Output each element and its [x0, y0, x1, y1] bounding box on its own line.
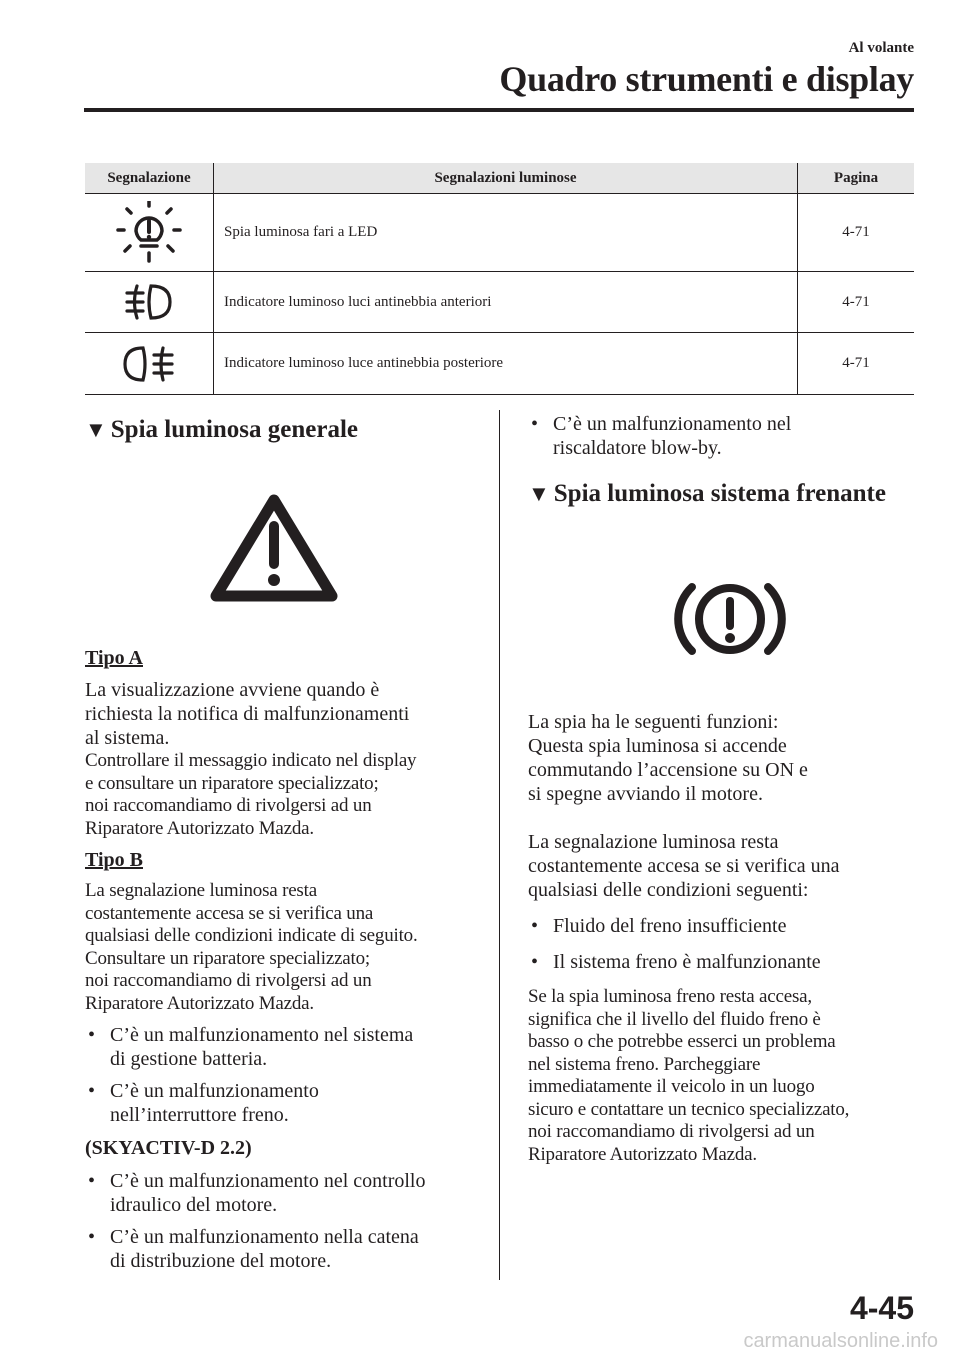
tipo-b-line: La segnalazione luminosa resta [85, 880, 317, 901]
tipo-b-line: costantemente accesa se si verifica una [85, 902, 374, 924]
brake-p1-line: si spegne avviando il motore. [528, 783, 763, 805]
list-item [85, 1225, 480, 1273]
bullet-icon: • [88, 1024, 96, 1046]
tipo-b-line: qualsiasi delle condizioni indicate di seguito. [85, 925, 418, 946]
bullet-icon: • [531, 915, 539, 937]
list-item-line: nell’interruttore freno. [110, 1104, 289, 1126]
table-cell-page: 4-71 [798, 272, 915, 333]
list-item-line: di gestione batteria. [110, 1048, 268, 1070]
brake-p1-line: commutando l’accensione su ON e [528, 759, 808, 781]
brake-p2-line: qualsiasi delle condizioni seguenti: [528, 879, 809, 901]
table-cell-icon [85, 333, 214, 395]
tipo-a-line: e consultare un riparatore specializzato; [85, 772, 379, 794]
list-item [528, 914, 928, 938]
brake-p3-line: nel sistema freno. Parcheggiare [528, 1053, 761, 1075]
col-header-signal: Segnalazione [85, 163, 214, 194]
brake-system-warning-icon [674, 576, 786, 662]
front-fog-light-icon [123, 280, 175, 324]
led-headlight-warning-icon [114, 201, 184, 265]
list-item [85, 1023, 480, 1071]
brake-p2-line: La segnalazione luminosa resta [528, 831, 779, 853]
heading-general-warning [85, 412, 480, 448]
list-item [85, 1079, 480, 1127]
indicator-table [85, 163, 914, 395]
brake-p1-line: Questa spia luminosa si accende [528, 735, 787, 757]
watermark: carmanualsonline.info [743, 1330, 938, 1352]
table-header-row [85, 163, 914, 194]
heading-brake-warning [528, 476, 928, 512]
list-item-line: C’è un malfunzionamento nel [553, 413, 792, 435]
brake-p3-line: significa che il livello del fluido freno è [528, 1008, 821, 1030]
left-column [85, 412, 480, 1273]
table-cell-desc: Spia luminosa fari a LED [214, 194, 798, 272]
brake-p3-line: immediatamente il veicolo in un luogo [528, 1076, 815, 1097]
brake-p2-line: costantemente accesa se si verifica una [528, 855, 840, 877]
list-item-line: riscaldatore blow-by. [553, 437, 722, 459]
bullet-icon: • [531, 951, 539, 973]
tipo-a-line: noi raccomandiamo di rivolgersi ad un [85, 795, 372, 816]
table-cell-page: 4-71 [798, 333, 915, 395]
table-row [85, 272, 914, 333]
column-divider [499, 410, 500, 1280]
page-title: Quadro strumenti e display [499, 59, 914, 99]
brake-p3-line: Riparatore Autorizzato Mazda. [528, 1143, 757, 1165]
brake-p3-line: sicuro e contattare un tecnico specializzato, [528, 1098, 850, 1120]
table-cell-page: 4-71 [798, 194, 915, 272]
right-column [528, 412, 928, 1166]
tipo-a-line: Controllare il messaggio indicato nel display [85, 750, 417, 771]
brake-p3-line: noi raccomandiamo di rivolgersi ad un [528, 1121, 815, 1142]
heading-text: Spia luminosa generale [110, 416, 359, 443]
tipo-b-label: Tipo B [85, 849, 143, 871]
heading-text: Spia luminosa sistema frenante [553, 480, 886, 507]
table-row [85, 333, 914, 395]
tipo-a-line: al sistema. [85, 727, 170, 749]
list-item-line: C’è un malfunzionamento [110, 1080, 319, 1102]
col-header-desc: Segnalazioni luminose [214, 163, 798, 194]
list-item-line: C’è un malfunzionamento nel sistema [110, 1024, 414, 1046]
bullet-icon: • [88, 1080, 96, 1102]
triangle-down-icon: ▼ [85, 417, 107, 442]
header-rule [84, 108, 914, 112]
brake-p3-line: basso o che potrebbe esserci un problema [528, 1031, 836, 1052]
list-item-line: di distribuzione del motore. [110, 1250, 332, 1272]
triangle-down-icon: ▼ [528, 481, 550, 506]
list-item-line: C’è un malfunzionamento nella catena [110, 1226, 419, 1248]
tipo-a-line: La visualizzazione avviene quando è [85, 679, 380, 701]
tipo-a-line: richiesta la notifica di malfunzionamenti [85, 703, 410, 725]
table-row [85, 194, 914, 272]
section-label: Al volante [848, 40, 914, 56]
table-cell-desc: Indicatore luminoso luci antinebbia anteriori [214, 272, 798, 333]
brake-p3-line: Se la spia luminosa freno resta accesa, [528, 986, 812, 1007]
bullet-icon: • [531, 413, 539, 435]
tipo-b-line: noi raccomandiamo di rivolgersi ad un [85, 970, 372, 991]
table-cell-icon [85, 272, 214, 333]
rear-fog-light-icon [121, 342, 177, 386]
brake-p1-line: La spia ha le seguenti funzioni: [528, 711, 779, 733]
col-header-page: Pagina [798, 163, 915, 194]
tipo-b-line: Riparatore Autorizzato Mazda. [85, 992, 314, 1014]
list-item [85, 1169, 480, 1217]
skyactiv-label: (SKYACTIV-D 2.2) [85, 1137, 252, 1159]
list-item-line: idraulico del motore. [110, 1194, 278, 1216]
list-item-line: Il sistema freno è malfunzionante [553, 951, 821, 973]
table-cell-desc: Indicatore luminoso luce antinebbia posteriore [214, 333, 798, 395]
list-item [528, 412, 928, 460]
bullet-icon: • [88, 1170, 96, 1192]
tipo-a-label: Tipo A [85, 647, 143, 669]
table-cell-icon [85, 194, 214, 272]
tipo-b-line: Consultare un riparatore specializzato; [85, 947, 370, 969]
list-item [528, 950, 928, 974]
page-number: 4-45 [849, 1290, 914, 1326]
list-item-line: C’è un malfunzionamento nel controllo [110, 1170, 426, 1192]
tipo-a-line: Riparatore Autorizzato Mazda. [85, 817, 314, 839]
master-warning-triangle-icon [204, 488, 344, 608]
bullet-icon: • [88, 1226, 96, 1248]
list-item-line: Fluido del freno insufficiente [553, 915, 787, 937]
